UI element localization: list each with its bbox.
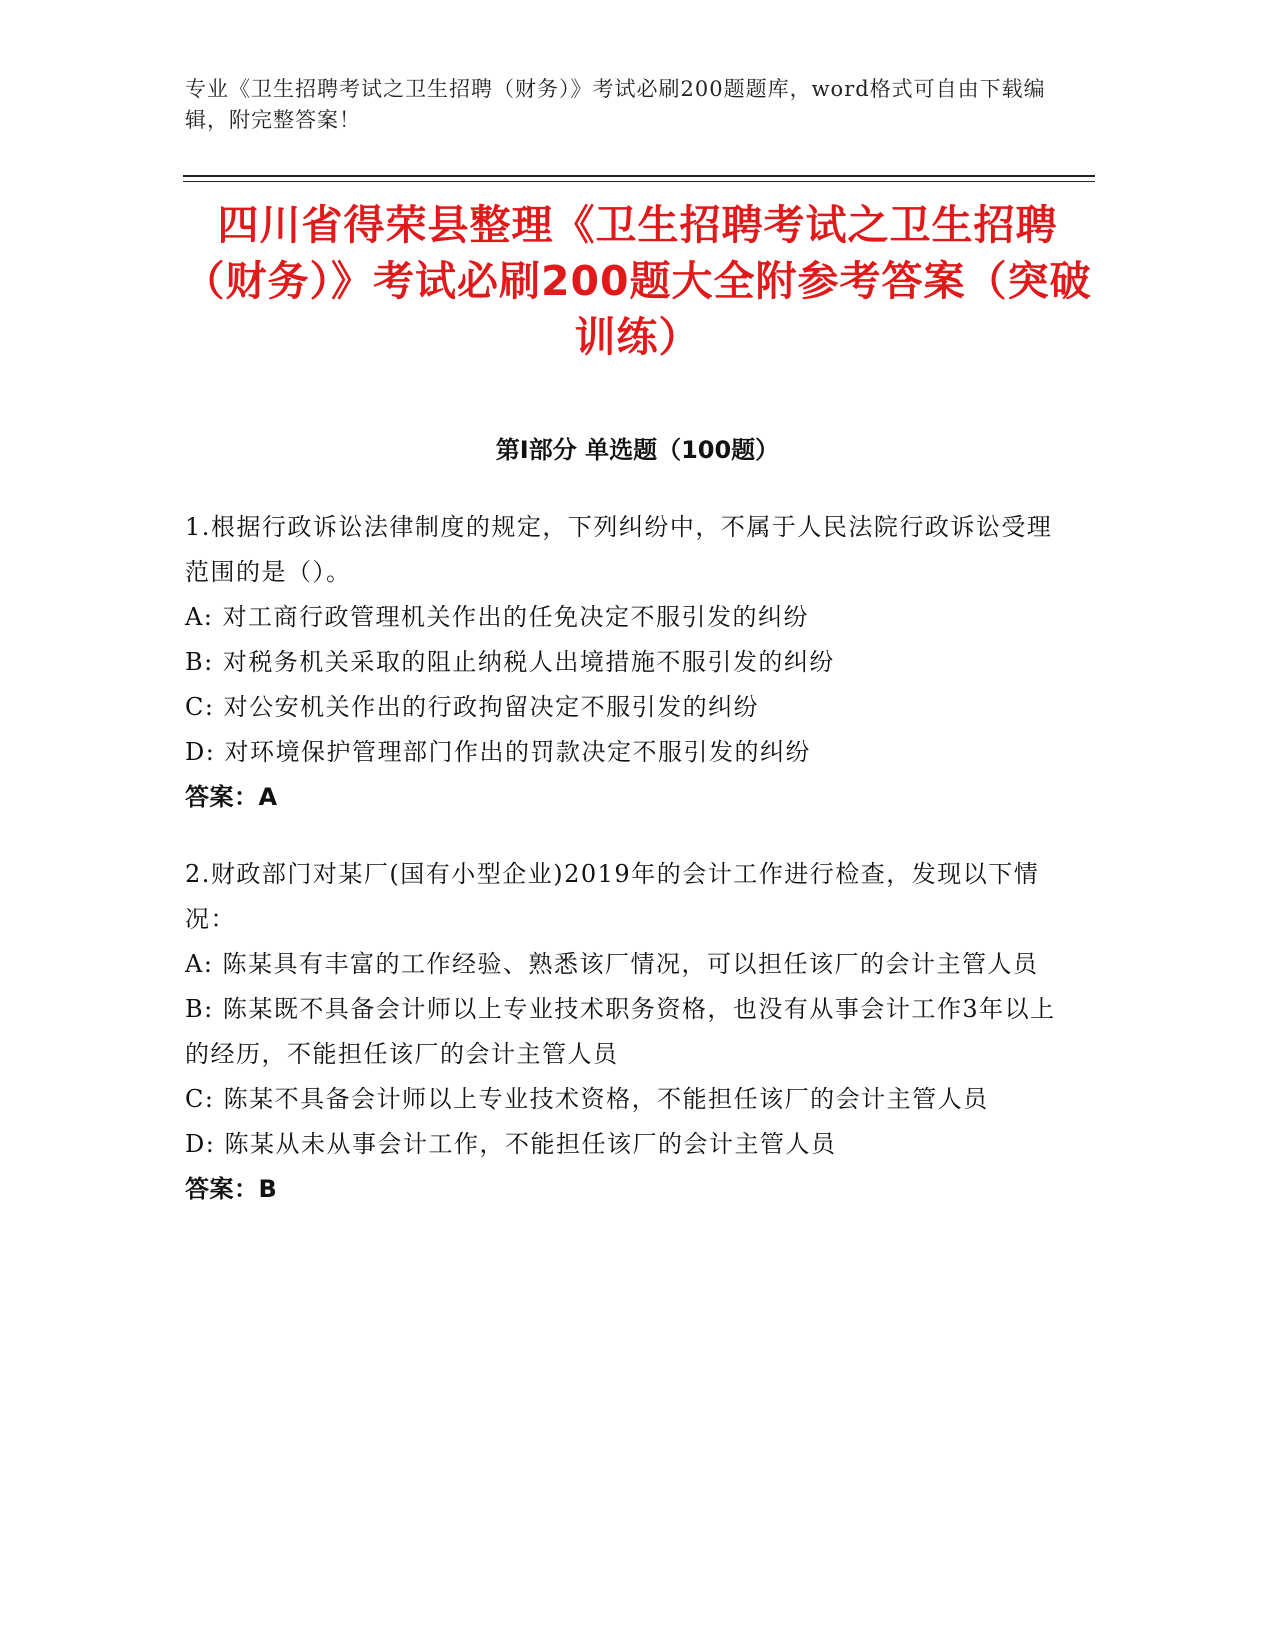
header-divider-thin <box>183 181 1095 182</box>
question-1 <box>185 505 1065 820</box>
question-2 <box>185 852 1065 1212</box>
answer-line: 答案：A <box>185 783 278 811</box>
header-note: 专业《卫生招聘考试之卫生招聘（财务）》考试必刷200题题库，word格式可自由下载编辑，附完整答案！ <box>185 77 1046 132</box>
option-b: B: 对税务机关采取的阻止纳税人出境措施不服引发的纠纷 <box>185 648 835 676</box>
question-stem: 1.根据行政诉讼法律制度的规定，下列纠纷中，不属于人民法院行政诉讼受理范围的是（）。 <box>185 513 1053 586</box>
answer-line: 答案：B <box>185 1175 278 1203</box>
option-a: A: 陈某具有丰富的工作经验、熟悉该厂情况，可以担任该厂的会计主管人员 <box>185 950 1039 978</box>
option-b: B: 陈某既不具备会计师以上专业技术职务资格，也没有从事会计工作3年以上的经历，不能担任该厂的会计主管人员 <box>185 995 1056 1068</box>
option-c: C: 陈某不具备会计师以上专业技术资格，不能担任该厂的会计主管人员 <box>185 1085 989 1113</box>
option-a: A: 对工商行政管理机关作出的任免决定不服引发的纠纷 <box>185 603 810 631</box>
option-d: D: 对环境保护管理部门作出的罚款决定不服引发的纠纷 <box>185 738 811 766</box>
option-d: D: 陈某从未从事会计工作，不能担任该厂的会计主管人员 <box>185 1130 837 1158</box>
option-c: C: 对公安机关作出的行政拘留决定不服引发的纠纷 <box>185 693 760 721</box>
question-stem: 2.财政部门对某厂(国有小型企业)2019年的会计工作进行检查，发现以下情况： <box>185 860 1040 933</box>
document-title: 四川省得荣县整理《卫生招聘考试之卫生招聘（财务）》考试必刷200题大全附参考答案（突破训练） <box>183 201 1092 361</box>
header-divider-thick <box>183 175 1095 177</box>
section-heading: 第I部分 单选题（100题） <box>495 436 780 464</box>
